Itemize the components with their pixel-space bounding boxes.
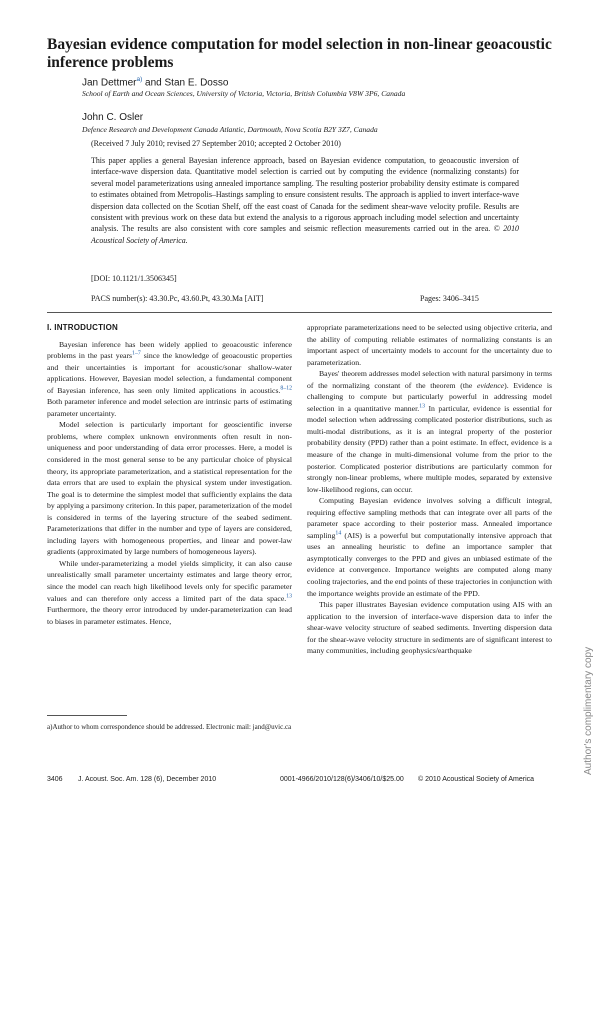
intro-paragraph-3: While under-parameterizing a model yields simplicity, it can also cause unrealistically small parameter uncertainty estimates and large theory error, since the model can reach high likelihood levels only for specific parameter values and can therefore only access a limited part of the data space.$^{13}$ Furthermore, the theory error introduced by under-parameterization can lead to biases in parameter estimates. Hence, bbox=[47, 558, 292, 626]
citation-link[interactable]: 14 bbox=[335, 530, 342, 537]
author-dettmer: Jan Dettmer bbox=[82, 77, 137, 89]
left-column bbox=[47, 322, 292, 627]
footer-journal: J. Acoust. Soc. Am. 128 (6), December 2010 bbox=[78, 776, 217, 783]
abstract bbox=[91, 155, 519, 246]
author-line-1 bbox=[82, 76, 228, 88]
affiliation-1: School of Earth and Ocean Sciences, University of Victoria, Victoria, British Columbia V8W 3P6, Canada bbox=[82, 89, 406, 98]
author-osler: John C. Osler bbox=[82, 112, 144, 123]
header-divider bbox=[47, 312, 552, 313]
citation-link[interactable]: 1–7 bbox=[132, 350, 141, 357]
intro-paragraph-7: This paper illustrates Bayesian evidence computation using AIS with an application to the inversion of interface-wave dispersion data to infer the shear-wave velocity structure of seabed sediments. Inverting dispersion data for the shear-wave velocity structure in sediments are of significant interest to many communities, including geophysics/earthquake bbox=[307, 600, 552, 656]
footnote-divider bbox=[47, 715, 127, 716]
intro-paragraph-6: Computing Bayesian evidence involves solving a difficult integral, requiring effective sampling methods that can integrate over all parts of the parameter space according to their posterior mass. Annealed importance sampling$^{14}$ (AIS) is a powerful but computationally intensive approach that uses an annealing heuristic to define an importance sampler that asymptotically converges to the PPD and gives an unbiased estimate of the evidence at convergence. Importance weights are computed along many cooling trajectories, and the end points of these trajectories in conjunction with the importance weights provide an estimate of the PPD. bbox=[307, 496, 552, 598]
abstract-text: This paper applies a general Bayesian inference approach, based on Bayesian evidence computation, to geoacoustic inversion of interface-wave dispersion data. Quantitative model selection is carried out by computing the evidence (normalizing constants) for several model parameterizations using annealed importance sampling. The resulting posterior probability density estimate is compared to estimates obtained from Metropolis–Hastings sampling to ensure consistent results. The approach is applied to invert interface-wave dispersion data collected on the Scotian Shelf, off the east coast of Canada for the sediment shear-wave velocity profile. Results are consistent with previous work on these data but extend the analysis to a rigorous approach including model selection and uncertainty analysis. The results are also consistent with core samples and seismic reflection measurements carried out in the area. bbox=[91, 156, 519, 234]
intro-paragraph-5: Bayes' theorem addresses model selection with natural parsimony in terms of the normalizing constant of the theorem (the evidence). Evidence is challenging to compute but particularly powerful in addressing model selection in a quantitative manner.$^{13}$ In particular, evidence is essential for model selection when addressing complicated posterior distributions, such as multi-modal distributions, as it is an integral property of the posterior probability density (PPD) rather than a point estimate. In effect, evidence is a measure of the change in multi-dimensional volume from the prior to the posterior. Complicated posterior distributions are particularly common for strongly non-linear problems, where multiple modes, separated by extensive low-likelihood regions, can occur. bbox=[307, 369, 553, 494]
citation-link[interactable]: 13 bbox=[286, 593, 292, 599]
pacs-numbers: PACS number(s): 43.30.Pc, 43.60.Pt, 43.30.Ma [AIT] bbox=[91, 294, 264, 303]
footer-copyright: © 2010 Acoustical Society of America bbox=[418, 776, 535, 783]
page-range: Pages: 3406–3415 bbox=[420, 294, 479, 303]
intro-paragraph-1: Bayesian inference has been widely applied to geoacoustic inference problems in the past years$^{1-7}$ since the knowledge of geoacoustic properties and their uncertainties is important for acoustic/sonar shallow-water applications. However, Bayesian model selection, a fundamental component of Bayesian inference, has seen only limited applications in acoustics.$^{8-12}$ Both parameter inference and model selection are intrinsic parts of estimating parameter uncertainty. bbox=[47, 339, 292, 418]
section-heading: I. INTRODUCTION bbox=[47, 323, 118, 332]
paper-title: Bayesian evidence computation for model selection in non-linear geoacoustic inference problems bbox=[47, 36, 552, 71]
affiliation-2: Defence Research and Development Canada Atlantic, Dartmouth, Nova Scotia B2Y 3Z7, Canada bbox=[82, 125, 378, 134]
footer-page-number: 3406 bbox=[47, 776, 63, 783]
received-dates: (Received 7 July 2010; revised 27 September 2010; accepted 2 October 2010) bbox=[91, 139, 341, 148]
correspondence-footnote: a)Author to whom correspondence should be addressed. Electronic mail: jand@uvic.ca bbox=[47, 723, 292, 731]
sidebar-watermark: Author's complimentary copy bbox=[583, 646, 594, 775]
author-dosso: and Stan E. Dosso bbox=[142, 77, 229, 89]
footer-code: 0001-4966/2010/128(6)/3406/10/$25.00 bbox=[280, 776, 404, 783]
doi[interactable]: [DOI: 10.1121/1.3506345] bbox=[91, 274, 177, 283]
intro-paragraph-2: Model selection is particularly important for geoscientific inverse problems, where complex unknown environments often result in non-uniqueness and poor understanding of data error processes. Here, a model is considered in the most general sense to be any particular choice of physical theory, its appropriate parameterization, and a statistical representation for the data errors that are used to explain the physical system under investigation. The goal is to determine the simplest model that sufficiently explains the data by applying a parsimony criterion. In this paper, parameterization of the model is considered in terms of the layering structure of the seabed sediment. Parameterizations that differ in the number and type of layers are considered, including layers with homogeneous properties, and linear and power-law gradients (approximated by large numbers of homogeneous layers). bbox=[47, 420, 292, 557]
intro-paragraph-4: appropriate parameterizations need to be selected using objective criteria, and the ability of computing reliable estimates of normalizing constants is an important aspect of uncertainty models to account for the uncertainty due to parameterization. bbox=[307, 323, 552, 367]
abstract-copyright: © 2010 Acoustical Society of America. bbox=[91, 224, 519, 245]
author-footnote-mark[interactable]: a) bbox=[136, 76, 143, 83]
right-column bbox=[307, 322, 552, 657]
citation-link[interactable]: 13 bbox=[419, 403, 426, 410]
citation-link[interactable]: 8–12 bbox=[280, 385, 292, 392]
